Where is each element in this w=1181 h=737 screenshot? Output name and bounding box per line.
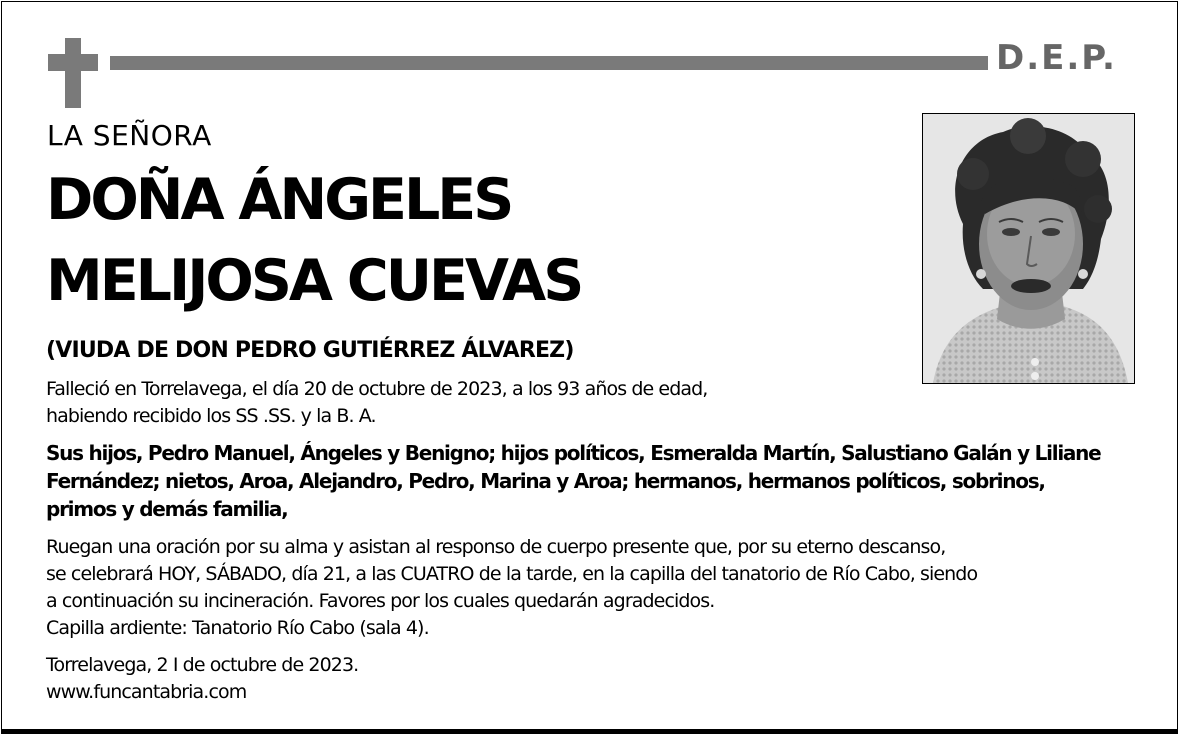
place-date: Torrelavega, 2 I de octubre de 2023. [46, 654, 359, 676]
portrait-photo [922, 113, 1135, 384]
widow-subtitle: (VIUDA DE DON PEDRO GUTIÉRREZ ÁLVAREZ) [46, 338, 574, 363]
family-line: Fernández; nietos, Aroa, Alejandro, Pedro, Marina y Aroa; hermanos, hermanos políticos, sobrinos, [46, 469, 1045, 493]
cross-icon-bar [48, 54, 98, 71]
death-notice [46, 376, 926, 430]
request-line: a continuación su incineración. Favores por los cuales quedarán agradecidos. [46, 590, 715, 612]
family-line: Sus hijos, Pedro Manuel, Ángeles y Benigno; hijos políticos, Esmeralda Martín, Salustiano Galán y Liliane [46, 441, 1101, 465]
death-notice-line: habiendo recibido los SS .SS. y la B. A. [46, 405, 376, 427]
cross-icon [65, 38, 81, 108]
family-line: primos y demás familia, [46, 497, 288, 521]
request-line: Capilla ardiente: Tanatorio Río Cabo (sala 4). [46, 617, 429, 639]
death-notice-line: Falleció en Torrelavega, el día 20 de octubre de 2023, a los 93 años de edad, [46, 378, 708, 400]
family-list [46, 439, 1156, 523]
footer [46, 652, 646, 706]
deceased-name-line-1: DOÑA ÁNGELES [46, 167, 512, 233]
request-line: Ruegan una oración por su alma y asistan al responso de cuerpo presente que, por su eterno descanso, [46, 536, 946, 558]
header-rule [110, 56, 988, 70]
dep-label: D.E.P. [996, 38, 1117, 78]
request-line: se celebrará HOY, SÁBADO, día 21, a las CUATRO de la tarde, en la capilla del tanatorio de Río Cabo, siendo [46, 563, 978, 585]
service-request [46, 534, 1146, 642]
website: www.funcantabria.com [46, 681, 247, 703]
deceased-name-line-2: MELIJOSA CUEVAS [46, 248, 582, 314]
honorific: LA SEÑORA [47, 119, 212, 152]
